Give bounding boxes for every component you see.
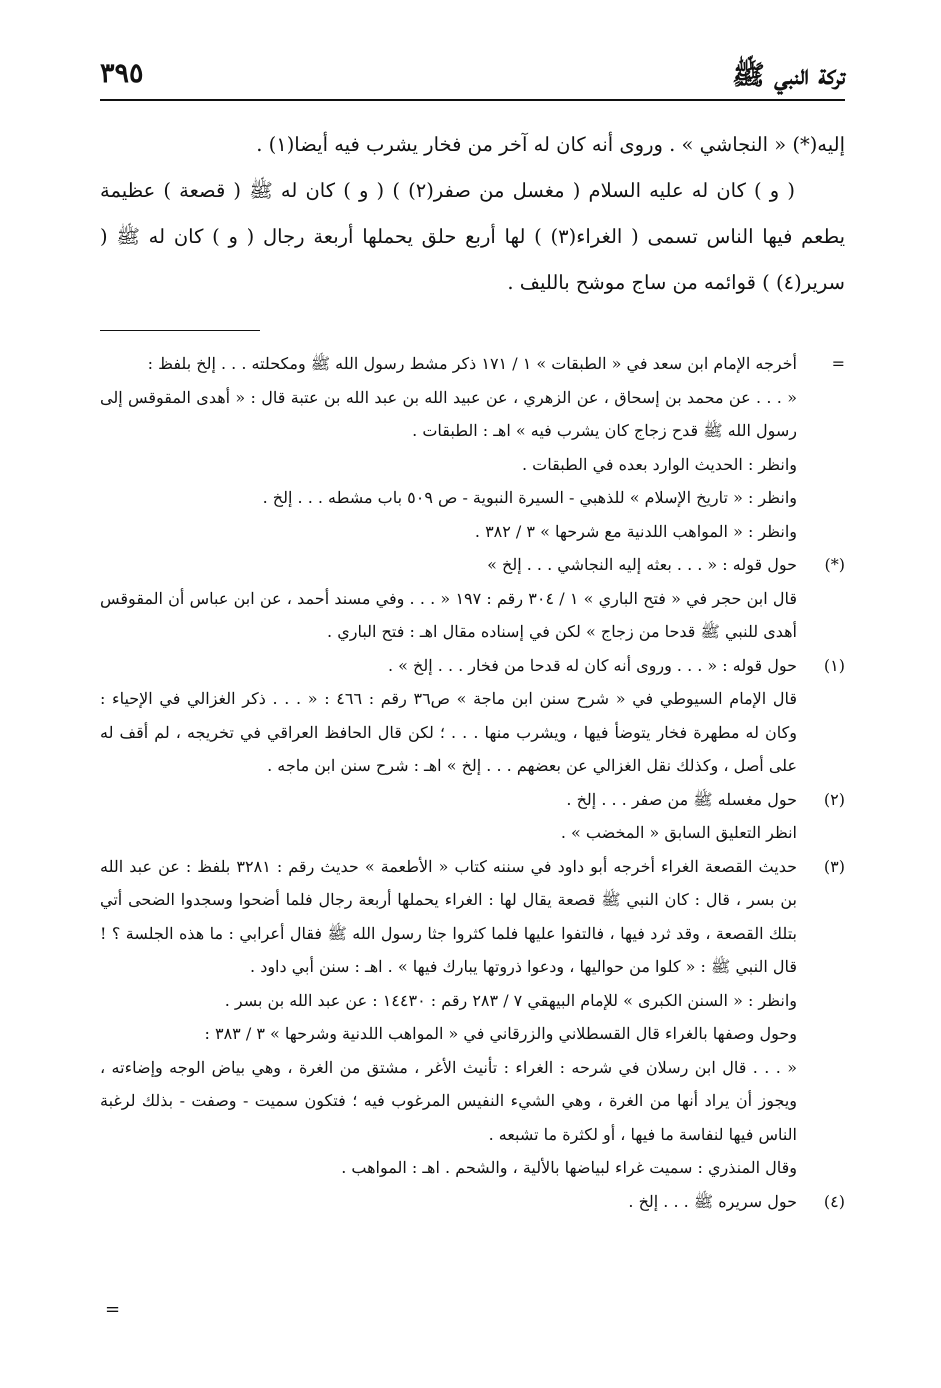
footnote [100,1185,845,1219]
footnote [100,850,845,1185]
footnote-line: حول قوله : « . . . بعثه إليه النجاشي . . . إلخ » [487,555,797,574]
page-number: ٣٩٥ [100,58,144,89]
footnote-line: انظر التعليق السابق « المخضب » . [560,823,797,842]
continuation-mark: = [105,1299,121,1320]
running-title: تركة النبي ﷺ [732,60,845,91]
footnotes [100,347,845,1218]
footnote [100,649,845,783]
footnote-mark: (٣) [823,856,845,876]
footnote-line: قال الإمام السيوطي في « شرح سنن ابن ماجة » ص٣٦ رقم : ٤٦٦ : « . . . ذكر الغزالي في الإحياء : وكان له مطهرة فخار يتوضأ فيها ، ويشرب منها . . . ؛ لكن قال الحافظ العراقي في تخريجه ، لم أقف له على أصل ، وكذلك نقل الغزالي عن بعضهم . . . إلخ » اهـ : شرح سنن ابن ماجه . [100,689,798,775]
footnote-line: حديث القصعة الغراء أخرجه أبو داود في سننه كتاب « الأطعمة » حديث رقم : ٣٢٨١ بلفظ : عن عبد الله بن بسر ، قال : كان النبي ﷺ قصعة يقال لها : الغراء يحملها أربعة رجال فلما أضحوا وسجدوا الضحى أتي بتلك القصعة ، وقد ثرد فيها ، فالتفوا عليها فلما كثروا جثا رسول الله ﷺ فقال أعرابي : ما هذه الجلسة ؟ ! قال النبي ﷺ : « كلوا من حواليها ، ودعوا ذروتها يبارك فيها » . اهـ : سنن أبي داود . [100,856,798,976]
footnote-line: قال ابن حجر في « فتح الباري » ١ / ٣٠٤ رقم : ١٩٧ « . . . وفي مسند أحمد ، عن ابن عباس أن المقوقس أهدى للنبي ﷺ قدحا من زجاج » لكن في إسناده مقال اهـ : فتح الباري . [100,588,798,641]
footnote-mark: (٢) [823,789,845,809]
footnote-line: حول قوله : « . . . وروى أنه كان له قدحا من فخار . . . إلخ » . [387,655,797,675]
page-header [100,50,845,100]
footnote-line: وانظر : « السنن الكبرى » للإمام البيهقي ٧ / ٢٨٣ رقم : ١٤٤٣٠ : عن عبد الله بن بسر . [224,990,797,1010]
footnote-mark: (*) [824,555,845,574]
header-rule [100,99,845,101]
body-paragraph: إليه(*) « النجاشي » . وروى أنه كان له آخر من فخار يشرب فيه أيضا(١) . [256,133,845,156]
footnote-line: حول مغسله ﷺ من صفر . . . إلخ . [566,789,797,809]
footnote-line: وانظر : « المواهب اللدنية مع شرحها » ٣ / ٣٨٢ . [474,521,797,541]
footnote-line: « . . . عن محمد بن إسحاق ، عن الزهري ، عن عبيد الله بن عبد الله بن عتبة قال : « أهدى المقوقس إلى رسول الله ﷺ قدح زجاج كان يشرب فيه » اهـ : الطبقات . [100,387,797,440]
footnote [100,783,845,850]
footnote-line: وانظر : « تاريخ الإسلام » للذهبي - السيرة النبوية - ص ٥٠٩ باب مشطه . . . إلخ . [262,488,797,507]
footnote-mark: = [831,354,845,373]
footnote-line: وقال المنذري : سميت غراء لبياضها بالألية ، والشحم . اهـ : المواهب . [341,1158,797,1177]
main-text [100,122,845,306]
footnote-line: وحول وصفها بالغراء قال القسطلاني والزرقاني في « المواهب اللدنية وشرحها » ٣ / ٣٨٣ : [204,1024,797,1043]
footnote-line: أخرجه الإمام ابن سعد في « الطبقات » ١ / ١٧١ ذكر مشط رسول الله ﷺ ومكحلته . . . إلخ بلفظ : [147,354,797,373]
footnote [100,347,845,548]
footnote-mark: (٤) [823,1191,845,1211]
footnote-mark: (١) [823,655,845,675]
footnote-line: « . . . قال ابن رسلان في شرحه : الغراء : تأنيث الأغر ، مشتق من الغرة ، وهي بياض الوجه وإضاءته ، ويجوز أن يراد أنها من الغرة ، وهي الشيء النفيس المرغوب فيه ؛ فتكون سميت - وصفت - بذلك لرغبة الناس فيها لنفاسة ما فيها ، أو لكثرة ما تشبعه . [100,1057,797,1144]
footnote [100,548,845,649]
body-paragraph: ( و ) كان له عليه السلام ( مغسل من صفر(٢) ) ( و ) كان له ﷺ ( قصعة ) عظيمة يطعم فيها الناس تسمى ( الغراء(٣) ) لها أربع حلق يحملها أربعة رجال ( و ) كان له ﷺ ( سرير(٤) ) قوائمه من ساج موشح بالليف . [100,179,845,294]
footnote-line: حول سريره ﷺ . . . إلخ . [628,1191,797,1211]
footnote-line: وانظر : الحديث الوارد بعده في الطبقات . [522,454,797,474]
footnote-separator [100,330,260,331]
book-page [100,50,845,1350]
